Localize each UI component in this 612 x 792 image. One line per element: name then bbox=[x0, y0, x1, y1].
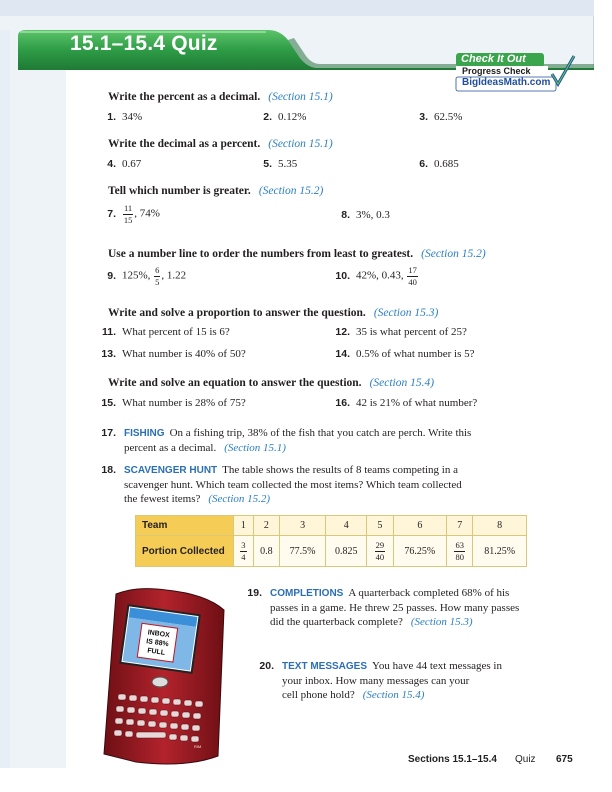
exercise-keyword: FISHING bbox=[124, 428, 165, 439]
team-cell: 4 bbox=[326, 516, 367, 536]
portion-cell: 77.5% bbox=[280, 536, 326, 567]
portion-cell: 0.825 bbox=[326, 536, 367, 567]
instruction-decimal-to-percent: Write the decimal as a percent. (Section 15.1) bbox=[108, 138, 333, 150]
section-ref: (Section 15.3) bbox=[410, 616, 473, 628]
phone-screen-text: IS 88% bbox=[145, 638, 170, 649]
exercise-20: 20. TEXT MESSAGES You have 44 text messages in your inbox. How many messages can your cell phone hold? (Section 15.4) bbox=[259, 660, 502, 701]
exercise-11: 11. What percent of 15 is 6? bbox=[101, 326, 230, 338]
exercise-10: 10. 42%, 0.43, $\frac{17}{40}$ bbox=[335, 265, 417, 287]
exercise-18: 18. SCAVENGER HUNT The table shows the results of 8 teams competing in a scavenger hunt. Which team collected the most items? Which team collected the fewest items? (Section 15.2) bbox=[101, 464, 462, 505]
section-ref: (Section 15.1) bbox=[268, 91, 333, 103]
footer-quiz: Quiz bbox=[515, 754, 536, 765]
phone-brand: RIM bbox=[194, 744, 202, 749]
scavenger-hunt-table bbox=[135, 515, 527, 567]
section-ref: (Section 15.4) bbox=[362, 689, 425, 701]
exercise-7: 7. $\frac{11}{15}$ , 74% bbox=[107, 203, 160, 225]
exercise-9: 9. 125%, $\frac{6}{5}$ , 1.22 bbox=[107, 265, 187, 287]
exercise-keyword: TEXT MESSAGES bbox=[282, 661, 368, 672]
footer-sections: Sections 15.1–15.4 bbox=[408, 754, 497, 765]
exercise-17: 17. FISHING On a fishing trip, 38% of the fish that you catch are perch. Write this percent as a decimal. (Section 15.1) bbox=[101, 427, 472, 454]
section-ref: (Section 15.3) bbox=[373, 307, 439, 319]
page-frame-top bbox=[0, 0, 594, 16]
portion-cell: 0.8 bbox=[253, 536, 279, 567]
portion-cell: 81.25% bbox=[473, 536, 527, 567]
team-cell: 8 bbox=[473, 516, 527, 536]
exercise-16: 16. 42 is 21% of what number? bbox=[335, 397, 478, 409]
page-number: 675 bbox=[556, 754, 573, 765]
exercise-6: 6. 0.685 bbox=[419, 158, 459, 170]
section-ref: (Section 15.1) bbox=[224, 442, 286, 454]
portion-cell: $\frac{29}{40}$ bbox=[367, 536, 393, 567]
section-ref: (Section 15.2) bbox=[208, 493, 271, 505]
cell-phone-illustration bbox=[96, 586, 236, 766]
fraction: $\frac{6}{5}$ bbox=[155, 265, 160, 287]
exercise-3: 3. 62.5% bbox=[419, 111, 463, 123]
badge-website: BigIdeasMath.com bbox=[462, 77, 551, 88]
instruction-equation: Write and solve an equation to answer the question. (Section 15.4) bbox=[108, 377, 435, 389]
team-cell: 6 bbox=[393, 516, 447, 536]
exercise-2: 2. 0.12% bbox=[263, 111, 307, 123]
badge-progress-check: Progress Check bbox=[462, 66, 531, 76]
left-margin-strip bbox=[0, 30, 10, 768]
portion-cell: $\frac{3}{4}$ bbox=[234, 536, 254, 567]
exercise-14: 14. 0.5% of what number is 5? bbox=[335, 348, 475, 360]
exercise-keyword: COMPLETIONS bbox=[270, 588, 344, 599]
fraction: $\frac{11}{15}$ bbox=[123, 203, 133, 225]
exercise-8: 8. 3%, 0.3 bbox=[341, 209, 390, 221]
instruction-percent-to-decimal: Write the percent as a decimal. (Section 15.1) bbox=[108, 91, 333, 103]
team-cell: 1 bbox=[234, 516, 254, 536]
team-cell: 7 bbox=[447, 516, 473, 536]
exercise-4: 4. 0.67 bbox=[107, 158, 142, 170]
fraction: $\frac{17}{40}$ bbox=[408, 265, 417, 287]
exercise-15: 15. What number is 28% of 75? bbox=[101, 397, 246, 409]
phone-screen-text: FULL bbox=[146, 647, 166, 657]
table-row-portion bbox=[136, 536, 527, 567]
section-ref: (Section 15.4) bbox=[369, 377, 435, 389]
exercise-12: 12. 35 is what percent of 25? bbox=[335, 326, 467, 338]
portion-cell: $\frac{63}{80}$ bbox=[447, 536, 473, 567]
section-ref: (Section 15.2) bbox=[258, 185, 324, 197]
section-ref: (Section 15.2) bbox=[421, 248, 486, 260]
exercise-13: 13. What number is 40% of 50? bbox=[101, 348, 246, 360]
instruction-number-line: Use a number line to order the numbers from least to greatest. (Section 15.2) bbox=[108, 248, 486, 260]
team-cell: 5 bbox=[367, 516, 393, 536]
instruction-which-greater: Tell which number is greater. (Section 15.2) bbox=[108, 185, 324, 197]
exercise-1: 1. 34% bbox=[107, 111, 143, 123]
team-cell: 2 bbox=[253, 516, 279, 536]
table-header-portion: Portion Collected bbox=[136, 536, 234, 567]
team-cell: 3 bbox=[280, 516, 326, 536]
instruction-proportion: Write and solve a proportion to answer the question. (Section 15.3) bbox=[108, 307, 439, 319]
exercise-5: 5. 5.35 bbox=[263, 158, 298, 170]
section-ref: (Section 15.1) bbox=[268, 138, 333, 150]
portion-cell: 76.25% bbox=[393, 536, 447, 567]
table-row-team bbox=[136, 516, 527, 536]
badge-check-it-out: Check It Out bbox=[461, 53, 526, 65]
exercise-19: 19. COMPLETIONS A quarterback completed 68% of his passes in a game. He threw 25 passes. How many passes did the quarterback complete? (Section 15.3) bbox=[247, 587, 520, 628]
phone-screen-text: INBOX bbox=[147, 629, 171, 640]
table-header-team: Team bbox=[136, 516, 234, 536]
exercise-keyword: SCAVENGER HUNT bbox=[124, 465, 218, 476]
quiz-title: 15.1–15.4 Quiz bbox=[70, 32, 218, 55]
